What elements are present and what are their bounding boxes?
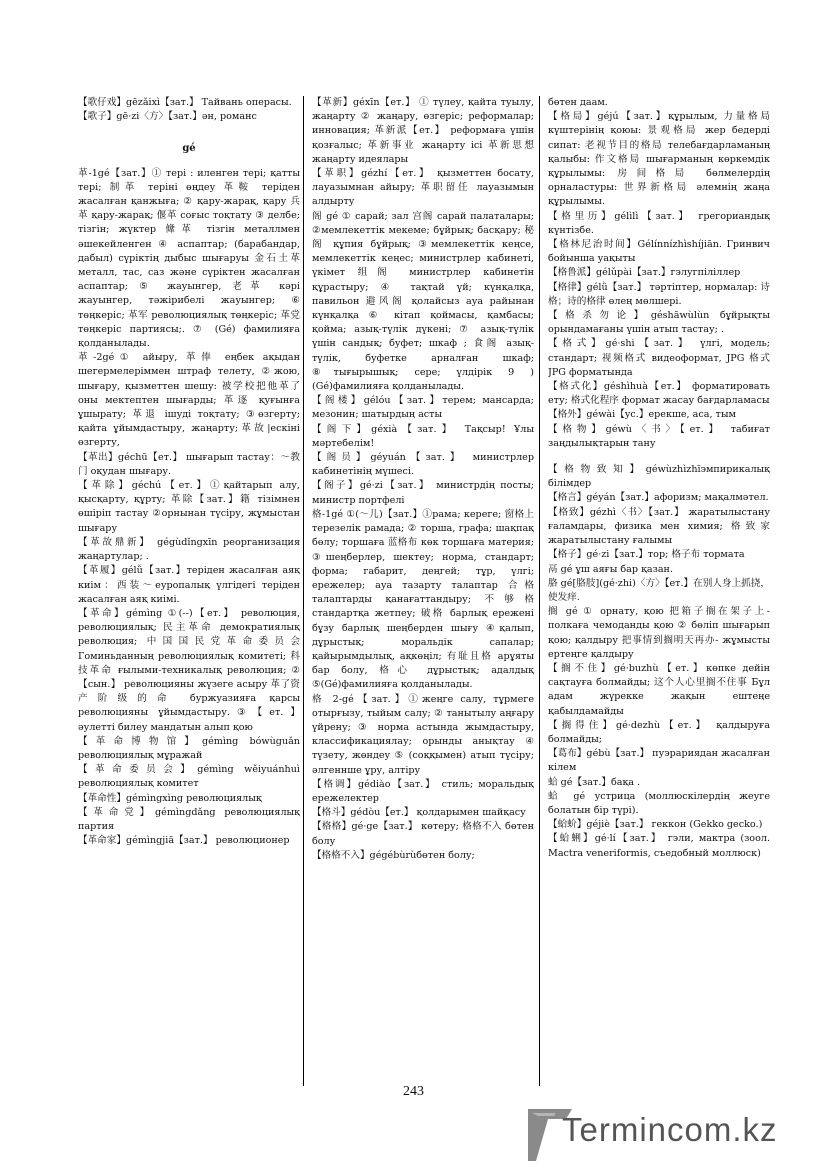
column-divider (303, 96, 304, 1086)
dictionary-entry: 【格致】gézhì〈书〉【зат.】 жаратылыстану ғаламдары, физика мен химия; 格致家 жаратылыстану ғалымы (548, 506, 770, 547)
column-left (78, 96, 300, 1086)
page-number: 243 (403, 1084, 424, 1099)
dictionary-entry: 【革除】géchú【ет.】①қайтарып алу, қысқарту, құрту; 革除【зат.】籍 тізімнен өшіріп тастау ②орнынан түсіру, жұмыстан шығару (78, 480, 300, 534)
dictionary-entry: 【革职】gézhí【ет.】 қызметтен босату, лауазымнан айыру; 革职留任 лауазымын алдырту (312, 168, 534, 208)
dictionary-entry: 鬲 gé ұш аяғы бар қазан. (548, 563, 673, 575)
dictionary-entry: 格-1gé ①(～儿)【зат.】①рама; кереге; 窗格上 терезелік рамада; ② торша, графа; шақпақ бөлу; торшаға 蓝格布 көк торшаға материя; ③шеңберлер, шектеу; норма, стандарт; форма; габарит, деңгей; тұр, үлгі; ережелер; ауа тазарту талаптар 合格 талаптарды қанағаттандыру; 不够格 стандартқа жетпеу; 破格 барлық ережені бұзу барлық шеңберден шығу ④қалып, дұрыстық; моральдік сапалар; қайырымдылық, ақкөңіл; 有耻且格 арұяты бар болу, 格心 дұрыстық; адалдық ⑤(Gé)фамилияға қолданылады. (312, 508, 534, 691)
dictionary-entry: 【革命性】gémìngxìng революциялық (78, 792, 262, 804)
dictionary-entry: 【格里历】gélìlì【зат.】 грегориандық күнтізбе. (548, 210, 770, 236)
dictionary-entry: 【格林尼治时间】Gélínnízhìshíjiān. Гринвич бойынша уақыты (548, 239, 770, 265)
dictionary-entry: 【革故鼎新】 gégùdǐngxīn реорганизация жаңартулар; . (78, 536, 300, 563)
dictionary-entry: 【搁得住】gé·dezhù【ет.】 қалдыруға болмайды; (548, 719, 770, 745)
dictionary-entry: 【格物】géwù〈书〉【ет.】 табиғат заңдылықтарын тану (548, 423, 770, 449)
dictionary-entry: 【格式】gé·shi【зат.】 үлгі, модель; стандарт; 视频格式 видеоформат, JPG 格式 JPG форматында (548, 338, 770, 378)
dictionary-entry: 【格律】gélǜ【зат.】 тәртіптер, нормалар: 诗格；诗的格律 өлең мөлшері. (548, 281, 770, 307)
dictionary-entry: 【革命党】gémìngdǎng революциялық партия (78, 806, 300, 832)
dictionary-entry: 【葛布】gébù【зат.】 пуэрариядан жасалған кілем (548, 748, 770, 774)
dictionary-entry: 【蛤蜊】gé·lí【зат.】 гэли, мактра (зоол. Mactra veneriformis, съедобный моллюск) (548, 833, 770, 859)
dictionary-entry: 【歌仔戏】gēzǎixì【зат.】 Тайвань операсы. (78, 97, 292, 108)
dictionary-entry: 阁 gé ① сарай; зал 宫阁 сарай палаталары; ②мемлекеттік мекеме; бұйрық; басқару; 秘阁 құпия бұйрық; ③мемлекеттік кеңсе, мемлекеттік кеңес; министрлер кабинеті, үкімет 组阁 министрлер кабинетін құрастыру; ④ тақтай үй; күнқалқа, павильон 避风阁 қолайсыз ауа райынан күнқалқа ⑥ кітап қоймасы, қамбасы; қойма; азық-түлік дүкені; ⑦ азық-түлік үшін сандық; буфет; шкаф ; 食阁 азық-түлік, буфетке арналған шкаф; ⑧тығырышық; сере; үлдірік 9 ) (Gé)фамилияға қолданылады. (312, 210, 534, 393)
dictionary-entry: 蛤 gé【зат.】бақа . (548, 776, 641, 788)
dictionary-entry: 【阁员】géyuán【зат.】 министрлер кабинетінің мүшесі. (312, 452, 534, 478)
dictionary-entry: 【革命】gémìng ①(--)【ет.】 революция, революциялық; 民主革命 демократиялық революция; 中国国民党革命委员会 Гоминьданның революциялық комитеті; 科技革命 ғылыми-техникалық революция; ②【сын.】 революцияны жүзеге асыру 革了资产阶级的命 буржуазияға қарсы революцияны ұйымдастыру.③【ет.】 әулетті билеу мандатын алып қою (78, 607, 300, 733)
dictionary-entry: 【格斗】gédòu【ет.】 қолдарымен шайқасу (312, 807, 526, 819)
column-middle (312, 96, 534, 1086)
dictionary-entry: 格 2-gé【зат.】①жеңге салу, тұрмеге отырғызу, тыйым салу; ② танытылу аңғару үйрену; ③ норма астында жымдастыру, классификациялау; орынды анықтау ④ түзету, жөндеу ⑤ (соққымен) атып түсіру; әлгеннше ұру, алтіру (312, 693, 534, 776)
dictionary-entry: 【阁子】gé·zi【зат.】 министрдің посты; министр портфелі (312, 480, 534, 506)
dictionary-entry: 【格外】géwài【ус.】ерекше, аса, тым (548, 409, 736, 421)
dictionary-entry: 【革命博物馆】gémìng bówùguǎn революциялық мұражай (78, 735, 300, 761)
logo-text: Termincom.kz (562, 1111, 778, 1148)
dictionary-entry: 【格杀勿论】géshāwùlùn бұйрықты орындамағаны үшін атып тастау; . (548, 310, 770, 336)
dictionary-entry: 胳 gé[胳肢](gé·zhi)〈方〉【ет.】在别人身上抓挠，使发痒. (548, 577, 770, 603)
dictionary-entry: 【革命家】gémìngjiā【зат.】 революционер (78, 835, 290, 847)
dictionary-entry: 【阁下】géxià【зат.】 Тақсыр! Ұлы мәртебелім! (312, 423, 534, 449)
dictionary-entry: 【阁楼】gélóu【зат.】терем; мансарда; мезонин; шатырдың асты (312, 395, 534, 421)
column-right (548, 96, 770, 1086)
dictionary-entry: 蛤 gé устрица (моллюскілердің жеуге болатын бір түрі). (548, 790, 770, 816)
dictionary-entry: 【格局】géjú【зат.】құрылым, 力量格局 күштерінің қоюы: 景观格局 жер бедерді сипат: 老视节目的格局 телебағдарламаның қалыбы: 作文格局 шығарманың көркемдік құрылымы: 房间格局 бөлмелердің орналастуры: 世界新格局 әлемнің жаңа құрылымы. (548, 111, 770, 208)
dictionary-entry: 【格鲁派】gélǔpài【зат.】гэлугпіліллер (548, 267, 741, 279)
dictionary-entry: 【格言】géyán【зат.】афоризм; мақалмәтел. (548, 492, 769, 504)
dictionary-entry: 【格格不入】gégébùrùбөтен болу; (312, 849, 475, 861)
dictionary-entry: 【格式化】géshìhuà【ет.】 форматировать ету; 格式化程序 формат жасау бағдарламасы (548, 381, 770, 407)
dictionary-entry: 搁 gé ① орнату, қою 把箱子搁在架子上- полкаға чемоданды қою ② бөліп шығарып қою; қалдыру 把事情到搁明天再办- жұмысты ертеңге қалдыру (548, 606, 770, 660)
dictionary-entry: 革-1gé【зат.】① тері : иленген тері; қатты тері; 制革 теріні өңдеу 革鞍 теріден жасалған қанжыға; ② қару-жарақ, қару 兵革 қару-жарақ; 偃革 соғыс тоқтату ③ делбе; тізгін; жүктер 鞗革 тізгін металлмен әшекейленген ④ аспаптар; (барабандар, дабыл) сүріктің дыбыс шығаруы 金石土革 металл, тас, саз және сүріктен жасалған аспаптар; ⑤ жауынгер, 老革 кәрі жауынгер, тәжірибелі жауынгер; ⑥ төңкеріс; 革军 революциялық төңкеріс; 革党 төңкеріс партиясы;. ⑦ (Gé) фамилияға қолданылады. (78, 167, 300, 350)
dictionary-entry: 【歌子】gē·zi〈方〉【зат.】ән, романс (78, 111, 257, 123)
dictionary-entry: 【格格】gé·ge【зат.】 көтеру; 格格不入 бөтен болу (312, 821, 534, 847)
dictionary-entry: 革-2gé① айыру, 革俸 еңбек ақыдан шегермелеріммен штраф телету, ②жою, шығару, қызметтен шешу: 被学校把他革了 оны мектептен шығарды; 革逐 қуғынға ұшырату; 革退 ішуді тоқтату; ③өзгерту; қайта ұйымдастыру, жаңарту;革故|ескіні өзгерту, (78, 352, 300, 449)
dictionary-entry: 【革命委员会】gémìng wěiyuánhuì революциялық комитет (78, 764, 300, 790)
dictionary-entry: 【格物致知】géwùzhìzhīэмпирикалық білімдер (548, 464, 770, 490)
dictionary-entry: бөтен даам. (548, 97, 608, 108)
dictionary-entry: 【搁不住】gé·buzhù【ет.】көпке дейін сақтауға болмайды; 这个人心里搁不住事 Бұл адам жүрекке жақын ештеңе қабылдамайды (548, 662, 770, 717)
termincom-logo (526, 1101, 816, 1167)
dictionary-entry: 【格子】gé·zi【зат.】тор; 格子布 тормата (548, 549, 745, 561)
dictionary-entry: 【蛤蚧】géjiè【зат.】 геккон (Gekko gecko.) (548, 819, 763, 831)
section-heading: gé (182, 143, 196, 155)
dictionary-entry: 【革出】géchū【ет.】 шығарып тастау：～教门 оқудан шығару. (78, 451, 300, 477)
column-divider (539, 96, 540, 1086)
dictionary-entry: 【格调】gédiào【зат.】 стиль; моральдық ережелектер (312, 778, 534, 804)
dictionary-entry: 【革新】géxīn【ет.】 ① түлеу, қайта туылу, жаңарту ② жаңару, өзгеріс; реформалар; инновация; 革新派【ет.】 реформаға үшін қозғалыс; 革新事业 жаңарту ісі 革新思想 жаңарту идеялары (312, 97, 534, 165)
dictionary-entry: 【革履】gélǚ【зат.】теріден жасалған аяқ киім：西装～еуропалық үлгідегі теріден жасалған аяқ киімі. (78, 565, 300, 605)
